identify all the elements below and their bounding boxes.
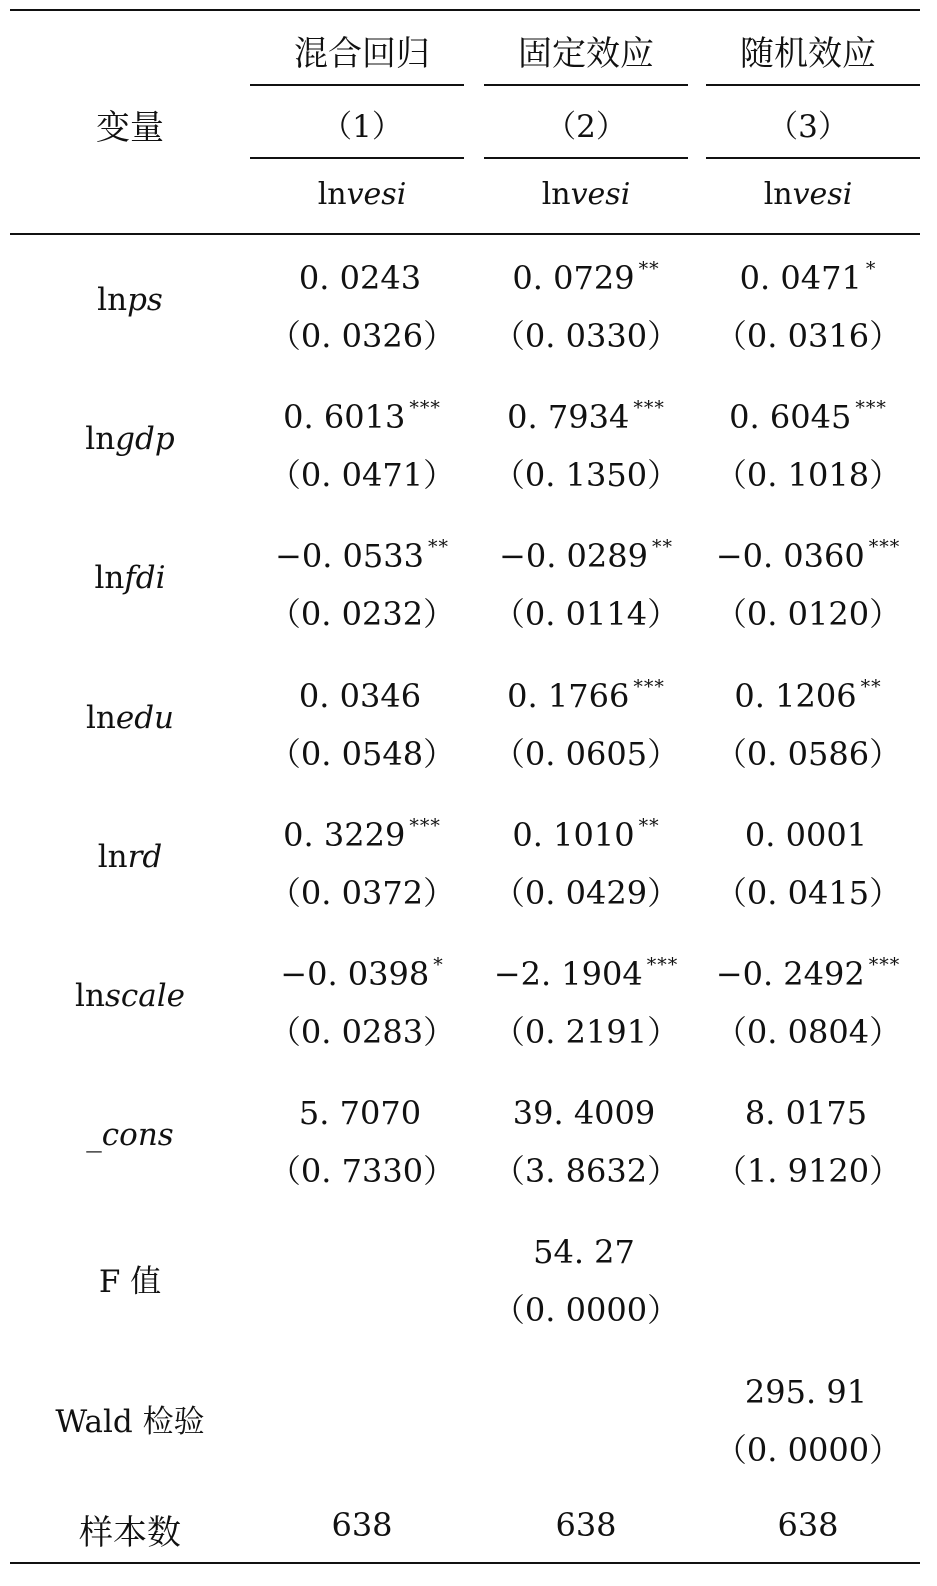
coefficient-cell: 0. 0243 bbox=[298, 259, 422, 297]
standard-error-cell: （0. 0548） bbox=[268, 735, 456, 773]
row-variable-label: lnps bbox=[97, 282, 163, 318]
standard-error-cell: （0. 0372） bbox=[268, 874, 456, 912]
col2-title-rule bbox=[484, 84, 688, 86]
coefficient-cell: 295. 91 bbox=[744, 1373, 868, 1411]
standard-error-cell: （0. 1018） bbox=[714, 456, 902, 494]
coefficient-cell: 0. 0471 * bbox=[739, 258, 877, 297]
standard-error-cell: （0. 2191） bbox=[492, 1013, 680, 1051]
coefficient-cell: 0. 6013 *** bbox=[283, 397, 441, 436]
significance-stars: *** bbox=[633, 397, 665, 419]
row-variable-label: lnedu bbox=[85, 700, 175, 736]
coefficient-cell: 0. 0346 bbox=[298, 677, 422, 715]
coefficient-cell bbox=[486, 1372, 686, 1411]
standard-error-cell: （0. 0114） bbox=[492, 595, 680, 633]
sample-size-col2: 638 bbox=[555, 1506, 617, 1544]
coefficient-cell: 0. 7934 *** bbox=[507, 397, 665, 436]
standard-error-cell: （0. 0000） bbox=[492, 1291, 680, 1329]
significance-stars: *** bbox=[409, 815, 441, 837]
col3-title-rule bbox=[706, 84, 920, 86]
standard-error-cell: （3. 8632） bbox=[492, 1152, 680, 1190]
standard-error-cell: （0. 0471） bbox=[268, 456, 456, 494]
coefficient-cell bbox=[262, 1232, 462, 1271]
bottom-rule bbox=[10, 1562, 920, 1564]
coefficient-cell: 0. 0729 ** bbox=[512, 258, 660, 297]
standard-error-cell: （0. 0330） bbox=[492, 317, 680, 355]
col2-num-rule bbox=[484, 157, 688, 159]
significance-stars: ** bbox=[427, 536, 449, 558]
row-variable-label: lnscale bbox=[75, 978, 185, 1014]
standard-error-cell: （0. 0605） bbox=[492, 735, 680, 773]
row-variable-label: _cons bbox=[86, 1117, 174, 1153]
significance-stars: ** bbox=[638, 815, 660, 837]
col1-number: （1） bbox=[321, 109, 403, 145]
standard-error-cell: （0. 0415） bbox=[714, 874, 902, 912]
significance-stars: *** bbox=[646, 954, 679, 976]
col2-dependent-var: lnvesi bbox=[541, 177, 631, 212]
significance-stars: ** bbox=[638, 258, 660, 280]
sample-size-label: 样本数 bbox=[79, 1513, 181, 1553]
significance-stars: *** bbox=[868, 536, 901, 558]
coefficient-cell: 0. 0001 bbox=[744, 816, 868, 854]
significance-stars: *** bbox=[409, 397, 441, 419]
coefficient-cell: 0. 1206 ** bbox=[734, 676, 882, 715]
coefficient-cell: −0. 0398 * bbox=[280, 954, 444, 993]
row-variable-label: F 值 bbox=[98, 1264, 162, 1300]
standard-error-cell: （0. 0804） bbox=[714, 1013, 902, 1051]
significance-stars: *** bbox=[855, 397, 887, 419]
coefficient-cell: 0. 1010 ** bbox=[512, 815, 660, 854]
coefficient-cell: 0. 3229 *** bbox=[283, 815, 441, 854]
standard-error-cell: （0. 0429） bbox=[492, 874, 680, 912]
standard-error-cell: （0. 0326） bbox=[268, 317, 456, 355]
coefficient-cell: 8. 0175 bbox=[744, 1094, 868, 1132]
coefficient-cell: 54. 27 bbox=[533, 1233, 635, 1271]
standard-error-cell: （0. 0586） bbox=[714, 735, 902, 773]
col3-number: （3） bbox=[767, 109, 849, 145]
row-variable-label: Wald 检验 bbox=[55, 1404, 205, 1440]
coefficient-cell: 0. 1766 *** bbox=[507, 676, 665, 715]
row-variable-label: lngdp bbox=[85, 421, 175, 457]
coefficient-cell: −0. 0360 *** bbox=[715, 536, 901, 575]
col1-title: 混合回归 bbox=[294, 34, 430, 74]
col3-dependent-var: lnvesi bbox=[763, 177, 853, 212]
coefficient-cell: 5. 7070 bbox=[298, 1094, 422, 1132]
standard-error-cell: （1. 9120） bbox=[714, 1152, 902, 1190]
row-variable-label: lnfdi bbox=[94, 560, 166, 596]
header-rule bbox=[10, 233, 920, 235]
coefficient-cell bbox=[708, 1232, 908, 1271]
significance-stars: *** bbox=[868, 954, 901, 976]
sample-size-col1: 638 bbox=[331, 1506, 393, 1544]
sample-size-col3: 638 bbox=[777, 1506, 839, 1544]
variable-header: 变量 bbox=[96, 108, 164, 148]
col1-num-rule bbox=[250, 157, 464, 159]
standard-error-cell: （0. 0232） bbox=[268, 595, 456, 633]
significance-stars: * bbox=[865, 258, 877, 280]
significance-stars: * bbox=[433, 954, 444, 976]
standard-error-cell: （0. 1350） bbox=[492, 456, 680, 494]
coefficient-cell: −0. 0289 ** bbox=[499, 536, 673, 575]
coefficient-cell bbox=[262, 1372, 462, 1411]
standard-error-cell: （0. 0000） bbox=[714, 1431, 902, 1469]
col3-title: 随机效应 bbox=[740, 34, 876, 74]
top-rule bbox=[10, 9, 920, 11]
coefficient-cell: −2. 1904 *** bbox=[493, 954, 679, 993]
row-variable-label: lnrd bbox=[97, 839, 163, 875]
significance-stars: ** bbox=[651, 536, 673, 558]
significance-stars: *** bbox=[633, 676, 665, 698]
coefficient-cell: −0. 0533 ** bbox=[275, 536, 449, 575]
col3-num-rule bbox=[706, 157, 920, 159]
coefficient-cell: 39. 4009 bbox=[512, 1094, 656, 1132]
col2-number: （2） bbox=[545, 109, 627, 145]
col1-title-rule bbox=[250, 84, 464, 86]
coefficient-cell: −0. 2492 *** bbox=[715, 954, 901, 993]
col1-dependent-var: lnvesi bbox=[317, 177, 407, 212]
standard-error-cell: （0. 7330） bbox=[268, 1152, 456, 1190]
col2-title: 固定效应 bbox=[518, 34, 654, 74]
significance-stars: ** bbox=[860, 676, 882, 698]
standard-error-cell: （0. 0316） bbox=[714, 317, 902, 355]
standard-error-cell: （0. 0120） bbox=[714, 595, 902, 633]
standard-error-cell: （0. 0283） bbox=[268, 1013, 456, 1051]
coefficient-cell: 0. 6045 *** bbox=[729, 397, 887, 436]
